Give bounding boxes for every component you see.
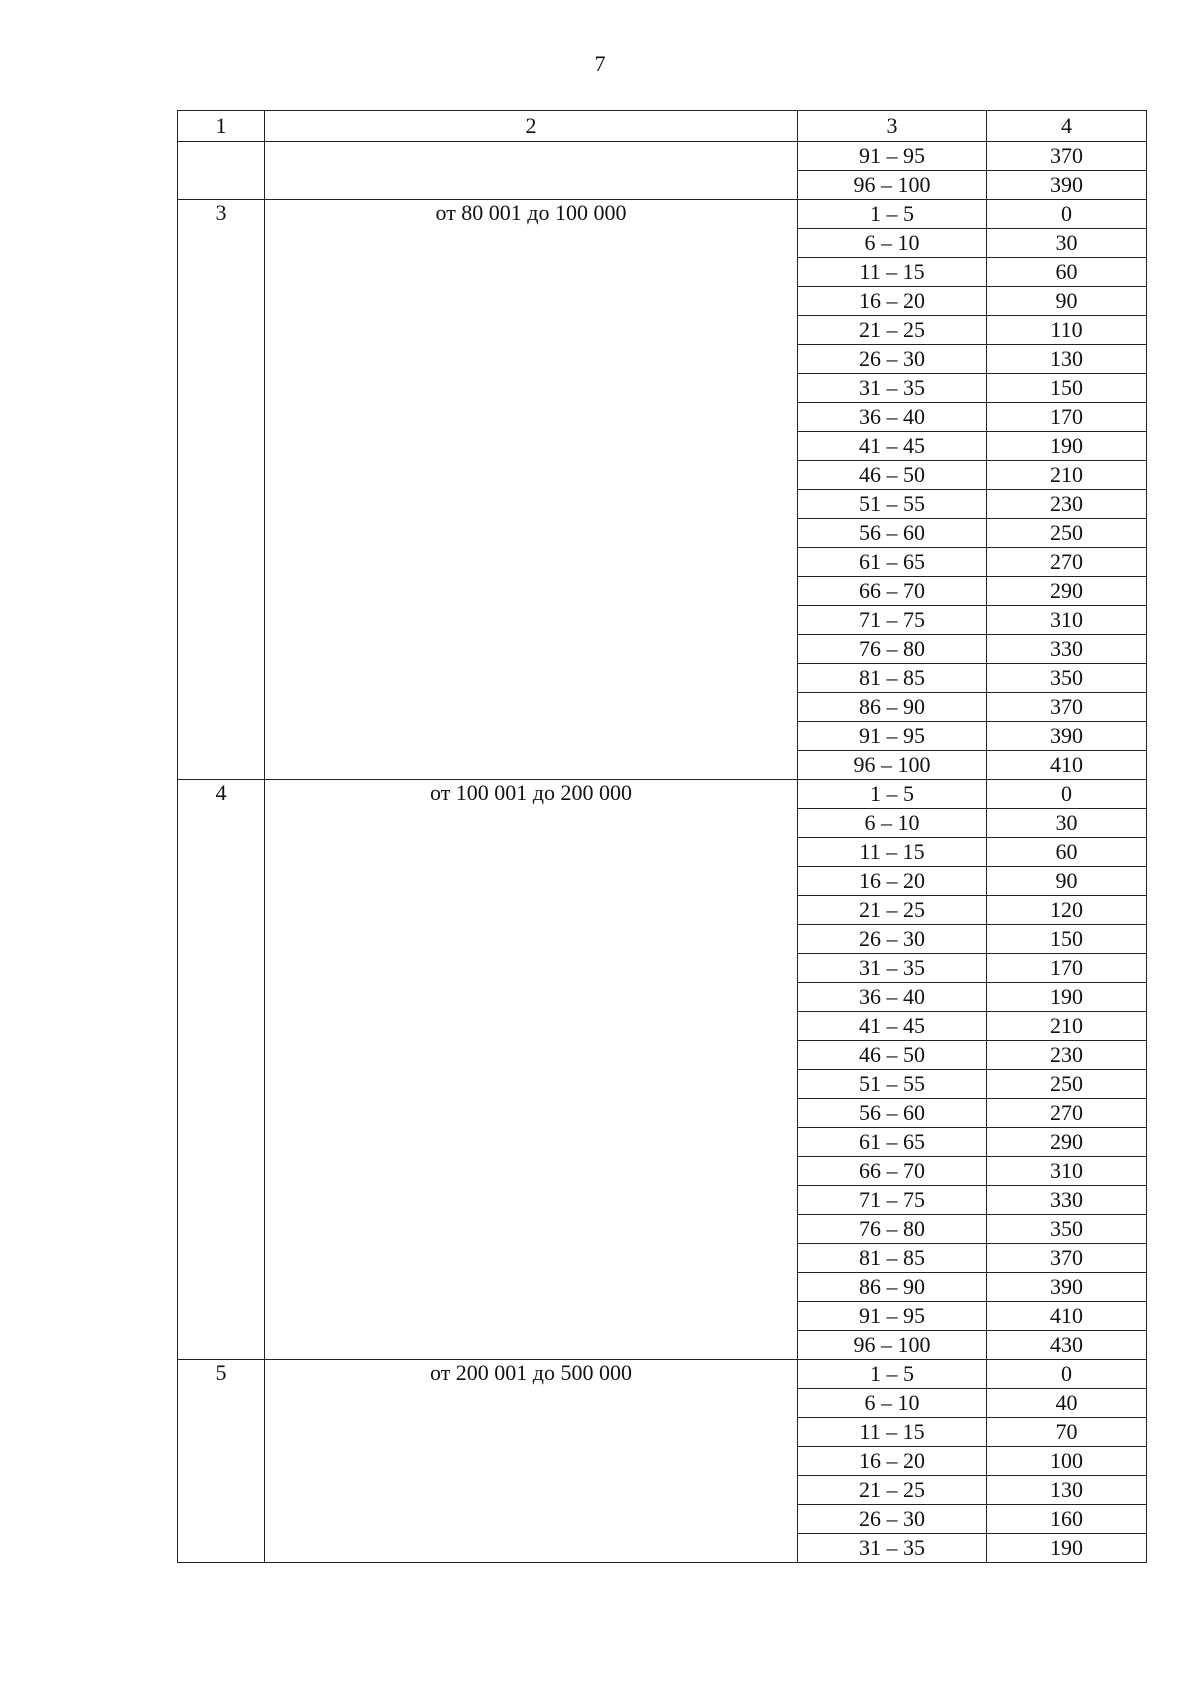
interval-cell: 66 – 70 (798, 577, 987, 606)
value-cell: 30 (987, 229, 1147, 258)
interval-cell: 16 – 20 (798, 867, 987, 896)
interval-cell: 21 – 25 (798, 1476, 987, 1505)
value-cell: 0 (987, 1360, 1147, 1389)
interval-cell: 56 – 60 (798, 1099, 987, 1128)
value-cell: 0 (987, 200, 1147, 229)
value-cell: 330 (987, 635, 1147, 664)
interval-cell: 26 – 30 (798, 1505, 987, 1534)
group-range-cell: от 100 001 до 200 000 (265, 780, 798, 1360)
header-cell-1: 1 (178, 111, 265, 142)
value-cell: 230 (987, 490, 1147, 519)
interval-cell: 61 – 65 (798, 1128, 987, 1157)
table-body (178, 111, 1147, 1563)
value-cell: 350 (987, 1215, 1147, 1244)
interval-cell: 16 – 20 (798, 287, 987, 316)
interval-cell: 1 – 5 (798, 780, 987, 809)
value-cell: 190 (987, 432, 1147, 461)
value-cell: 390 (987, 171, 1147, 200)
interval-cell: 6 – 10 (798, 229, 987, 258)
interval-cell: 11 – 15 (798, 838, 987, 867)
interval-cell: 36 – 40 (798, 403, 987, 432)
interval-cell: 96 – 100 (798, 171, 987, 200)
group-range-cell: от 80 001 до 100 000 (265, 200, 798, 780)
value-cell: 120 (987, 896, 1147, 925)
value-cell: 250 (987, 519, 1147, 548)
value-cell: 310 (987, 606, 1147, 635)
interval-cell: 51 – 55 (798, 1070, 987, 1099)
interval-cell: 96 – 100 (798, 1331, 987, 1360)
interval-cell: 31 – 35 (798, 1534, 987, 1563)
group-range-cell (265, 142, 798, 200)
group-number-cell: 3 (178, 200, 265, 780)
table-header-row (178, 111, 1147, 142)
header-cell-4: 4 (987, 111, 1147, 142)
interval-cell: 91 – 95 (798, 1302, 987, 1331)
value-cell: 170 (987, 954, 1147, 983)
value-cell: 270 (987, 1099, 1147, 1128)
interval-cell: 6 – 10 (798, 809, 987, 838)
value-cell: 410 (987, 751, 1147, 780)
value-cell: 90 (987, 867, 1147, 896)
value-cell: 390 (987, 722, 1147, 751)
value-cell: 350 (987, 664, 1147, 693)
interval-cell: 1 – 5 (798, 1360, 987, 1389)
interval-cell: 46 – 50 (798, 461, 987, 490)
value-cell: 210 (987, 461, 1147, 490)
value-cell: 330 (987, 1186, 1147, 1215)
interval-cell: 31 – 35 (798, 374, 987, 403)
header-cell-2: 2 (265, 111, 798, 142)
value-cell: 170 (987, 403, 1147, 432)
value-cell: 110 (987, 316, 1147, 345)
value-cell: 0 (987, 780, 1147, 809)
interval-cell: 86 – 90 (798, 1273, 987, 1302)
interval-cell: 41 – 45 (798, 432, 987, 461)
value-cell: 370 (987, 142, 1147, 171)
interval-cell: 56 – 60 (798, 519, 987, 548)
interval-cell: 26 – 30 (798, 345, 987, 374)
value-cell: 290 (987, 1128, 1147, 1157)
value-cell: 70 (987, 1418, 1147, 1447)
interval-cell: 76 – 80 (798, 1215, 987, 1244)
value-cell: 90 (987, 287, 1147, 316)
interval-cell: 46 – 50 (798, 1041, 987, 1070)
value-cell: 370 (987, 693, 1147, 722)
value-cell: 290 (987, 577, 1147, 606)
interval-cell: 66 – 70 (798, 1157, 987, 1186)
interval-cell: 26 – 30 (798, 925, 987, 954)
value-cell: 40 (987, 1389, 1147, 1418)
interval-cell: 91 – 95 (798, 722, 987, 751)
table-row (178, 200, 1147, 229)
value-cell: 150 (987, 374, 1147, 403)
interval-cell: 91 – 95 (798, 142, 987, 171)
table-row (178, 780, 1147, 809)
interval-cell: 81 – 85 (798, 664, 987, 693)
interval-cell: 36 – 40 (798, 983, 987, 1012)
interval-cell: 21 – 25 (798, 896, 987, 925)
value-cell: 390 (987, 1273, 1147, 1302)
interval-cell: 81 – 85 (798, 1244, 987, 1273)
value-cell: 250 (987, 1070, 1147, 1099)
interval-cell: 41 – 45 (798, 1012, 987, 1041)
value-cell: 130 (987, 1476, 1147, 1505)
table-row (178, 142, 1147, 171)
interval-cell: 1 – 5 (798, 200, 987, 229)
value-cell: 130 (987, 345, 1147, 374)
value-cell: 100 (987, 1447, 1147, 1476)
value-cell: 430 (987, 1331, 1147, 1360)
value-cell: 150 (987, 925, 1147, 954)
value-cell: 310 (987, 1157, 1147, 1186)
interval-cell: 96 – 100 (798, 751, 987, 780)
interval-cell: 21 – 25 (798, 316, 987, 345)
rate-table (177, 110, 1147, 1563)
header-cell-3: 3 (798, 111, 987, 142)
interval-cell: 31 – 35 (798, 954, 987, 983)
page-number: 7 (594, 51, 606, 76)
value-cell: 370 (987, 1244, 1147, 1273)
group-number-cell: 5 (178, 1360, 265, 1563)
interval-cell: 86 – 90 (798, 693, 987, 722)
value-cell: 190 (987, 983, 1147, 1012)
interval-cell: 71 – 75 (798, 606, 987, 635)
group-number-cell: 4 (178, 780, 265, 1360)
value-cell: 270 (987, 548, 1147, 577)
interval-cell: 16 – 20 (798, 1447, 987, 1476)
value-cell: 30 (987, 809, 1147, 838)
group-range-cell: от 200 001 до 500 000 (265, 1360, 798, 1563)
value-cell: 160 (987, 1505, 1147, 1534)
value-cell: 60 (987, 258, 1147, 287)
interval-cell: 71 – 75 (798, 1186, 987, 1215)
interval-cell: 76 – 80 (798, 635, 987, 664)
interval-cell: 11 – 15 (798, 1418, 987, 1447)
interval-cell: 6 – 10 (798, 1389, 987, 1418)
interval-cell: 51 – 55 (798, 490, 987, 519)
value-cell: 210 (987, 1012, 1147, 1041)
value-cell: 60 (987, 838, 1147, 867)
value-cell: 230 (987, 1041, 1147, 1070)
interval-cell: 11 – 15 (798, 258, 987, 287)
value-cell: 190 (987, 1534, 1147, 1563)
group-number-cell (178, 142, 265, 200)
value-cell: 410 (987, 1302, 1147, 1331)
interval-cell: 61 – 65 (798, 548, 987, 577)
table-row (178, 1360, 1147, 1389)
